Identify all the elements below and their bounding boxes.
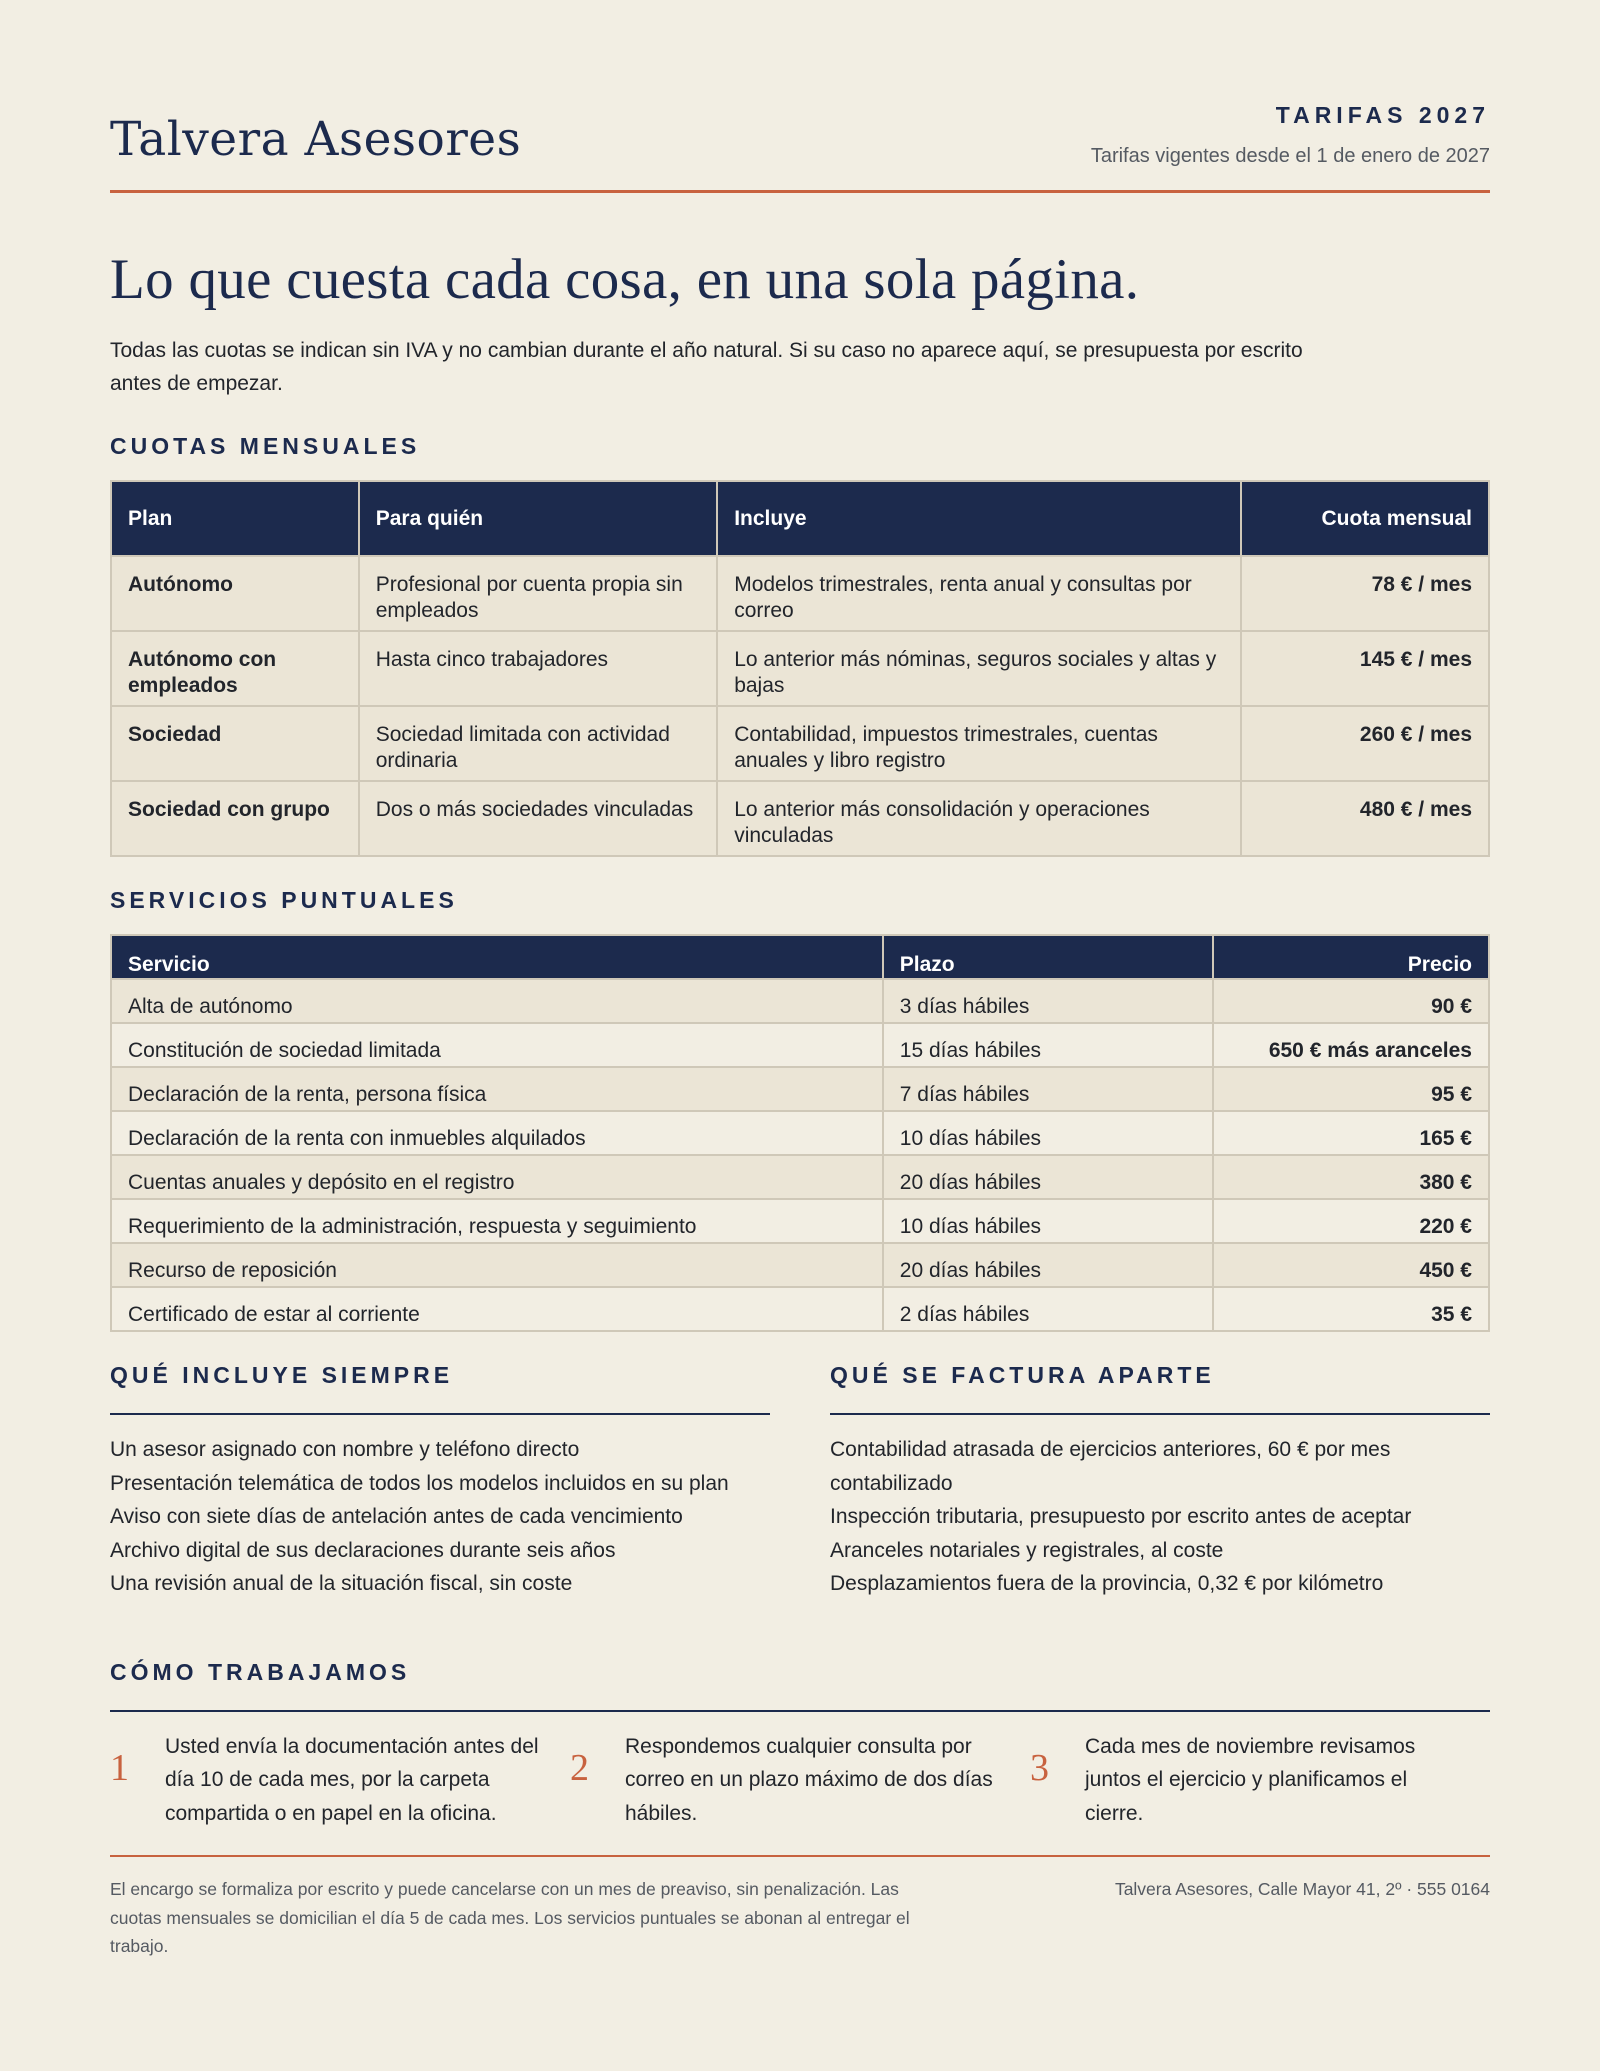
extra-list (830, 1433, 1490, 1601)
step-text: Cada mes de noviembre revisamos juntos el ejercicio y planificamos el cierre. (1085, 1734, 1416, 1825)
plan-audience: Profesional por cuenta propia sin empleados (359, 556, 717, 631)
step-number: 1 (110, 1746, 129, 1789)
services-title: SERVICIOS PUNTUALES (110, 887, 458, 913)
step-item (1030, 1730, 1490, 1831)
step-text: Respondemos cualquier consulta por correo en un plazo máximo de dos días hábiles. (625, 1734, 993, 1825)
column-header: Cuota mensual (1241, 481, 1489, 556)
services-section (110, 887, 1490, 1332)
table-row (111, 631, 1489, 706)
included-list (110, 1433, 770, 1601)
footer-note: El encargo se formaliza por escrito y puede cancelarse con un mes de preaviso, sin penalización. Las cuotas mensuales se domicilian el día 5 de cada mes. Los servicios puntuales se abonan al entregar el trabajo. (110, 1879, 910, 1956)
plan-name: Sociedad (111, 706, 359, 781)
services-table (110, 934, 1490, 1332)
table-row (111, 1287, 1489, 1331)
header-meta (1091, 102, 1490, 168)
plan-fee: 145 € / mes (1241, 631, 1489, 706)
service-term: 10 días hábiles (883, 1199, 1214, 1243)
how-we-work-section (110, 1659, 1490, 1831)
plan-fee: 260 € / mes (1241, 706, 1489, 781)
list-item: Aranceles notariales y registrales, al coste (830, 1538, 1224, 1562)
table-header-row (111, 935, 1489, 979)
plan-name: Sociedad con grupo (111, 781, 359, 856)
table-row (111, 1023, 1489, 1067)
list-item: Inspección tributaria, presupuesto por escrito antes de aceptar (830, 1505, 1412, 1528)
plan-name: Autónomo (111, 556, 359, 631)
service-name: Alta de autónomo (111, 979, 883, 1023)
service-name: Certificado de estar al corriente (111, 1287, 883, 1331)
page-headline: Lo que cuesta cada cosa, en una sola página. (110, 248, 1140, 311)
header-eyebrow: TARIFAS 2027 (1275, 102, 1490, 128)
service-price: 650 € más aranceles (1213, 1023, 1489, 1067)
list-item: Desplazamientos fuera de la provincia, 0,32 € por kilómetro (830, 1572, 1384, 1595)
extra-column (830, 1362, 1490, 1601)
table-row (111, 1155, 1489, 1199)
table-row (111, 1067, 1489, 1111)
page-header (110, 0, 1490, 193)
plan-fee: 78 € / mes (1241, 556, 1489, 631)
service-term: 3 días hábiles (883, 979, 1214, 1023)
service-price: 220 € (1213, 1199, 1489, 1243)
footer-contact: Talvera Asesores, Calle Mayor 41, 2º · 555 0164 (1114, 1879, 1490, 1899)
step-item (570, 1730, 1030, 1831)
service-name: Cuentas anuales y depósito en el registro (111, 1155, 883, 1199)
monthly-title: CUOTAS MENSUALES (110, 433, 421, 459)
plan-audience: Hasta cinco trabajadores (359, 631, 717, 706)
column-header: Servicio (111, 935, 883, 979)
plan-audience: Dos o más sociedades vinculadas (359, 781, 717, 856)
inclusions-section (110, 1362, 1490, 1601)
table-row (111, 706, 1489, 781)
monthly-section (110, 433, 1490, 857)
service-term: 20 días hábiles (883, 1155, 1214, 1199)
extra-title: QUÉ SE FACTURA APARTE (830, 1362, 1490, 1415)
table-row (111, 781, 1489, 856)
service-price: 380 € (1213, 1155, 1489, 1199)
table-row (111, 1199, 1489, 1243)
step-number: 2 (570, 1746, 589, 1789)
plan-includes: Modelos trimestrales, renta anual y consultas por correo (717, 556, 1241, 631)
plan-includes: Lo anterior más nóminas, seguros sociales y altas y bajas (717, 631, 1241, 706)
list-item: Presentación telemática de todos los modelos incluidos en su plan (110, 1471, 729, 1495)
service-term: 7 días hábiles (883, 1067, 1214, 1111)
monthly-fees-table (110, 480, 1490, 857)
list-item: Una revisión anual de la situación fiscal, sin coste (110, 1572, 573, 1595)
steps-list (110, 1730, 1490, 1831)
service-price: 35 € (1213, 1287, 1489, 1331)
service-name: Recurso de reposición (111, 1243, 883, 1287)
plan-audience: Sociedad limitada con actividad ordinaria (359, 706, 717, 781)
service-term: 2 días hábiles (883, 1287, 1214, 1331)
service-term: 20 días hábiles (883, 1243, 1214, 1287)
list-item: Un asesor asignado con nombre y teléfono directo (110, 1438, 580, 1461)
intro-text: Todas las cuotas se indican sin IVA y no cambian durante el año natural. Si su caso no aparece aquí, se presupuesta por escrito antes de empezar. (110, 339, 1303, 395)
list-item: Contabilidad atrasada de ejercicios anteriores, 60 € por mes contabilizado (830, 1438, 1391, 1495)
service-name: Constitución de sociedad limitada (111, 1023, 883, 1067)
service-price: 95 € (1213, 1067, 1489, 1111)
column-header: Incluye (717, 481, 1241, 556)
plan-includes: Contabilidad, impuestos trimestrales, cuentas anuales y libro registro (717, 706, 1241, 781)
list-item: Aviso con siete días de antelación antes de cada vencimiento (110, 1505, 683, 1528)
service-name: Requerimiento de la administración, respuesta y seguimiento (111, 1199, 883, 1243)
validity-date: Tarifas vigentes desde el 1 de enero de 2027 (1090, 145, 1490, 167)
table-row (111, 1111, 1489, 1155)
step-item (110, 1730, 570, 1831)
included-column (110, 1362, 770, 1601)
column-header: Plazo (883, 935, 1214, 979)
page-footer (110, 1855, 1490, 1961)
service-price: 165 € (1213, 1111, 1489, 1155)
plan-fee: 480 € / mes (1241, 781, 1489, 856)
table-row (111, 979, 1489, 1023)
brand-name: Talvera Asesores (110, 112, 522, 167)
step-text: Usted envía la documentación antes del día 10 de cada mes, por la carpeta compartida o en papel en la oficina. (165, 1734, 539, 1825)
plan-includes: Lo anterior más consolidación y operaciones vinculadas (717, 781, 1241, 856)
plan-name: Autónomo con empleados (111, 631, 359, 706)
included-title: QUÉ INCLUYE SIEMPRE (110, 1362, 770, 1415)
column-header: Para quién (359, 481, 717, 556)
list-item: Archivo digital de sus declaraciones durante seis años (110, 1538, 616, 1562)
service-price: 450 € (1213, 1243, 1489, 1287)
service-term: 15 días hábiles (883, 1023, 1214, 1067)
service-name: Declaración de la renta, persona física (111, 1067, 883, 1111)
service-price: 90 € (1213, 979, 1489, 1023)
service-name: Declaración de la renta con inmuebles alquilados (111, 1111, 883, 1155)
how-title: CÓMO TRABAJAMOS (110, 1659, 1490, 1712)
table-header-row (111, 481, 1489, 556)
table-row (111, 556, 1489, 631)
column-header: Precio (1213, 935, 1489, 979)
column-header: Plan (111, 481, 359, 556)
service-term: 10 días hábiles (883, 1111, 1214, 1155)
step-number: 3 (1030, 1746, 1049, 1789)
table-row (111, 1243, 1489, 1287)
